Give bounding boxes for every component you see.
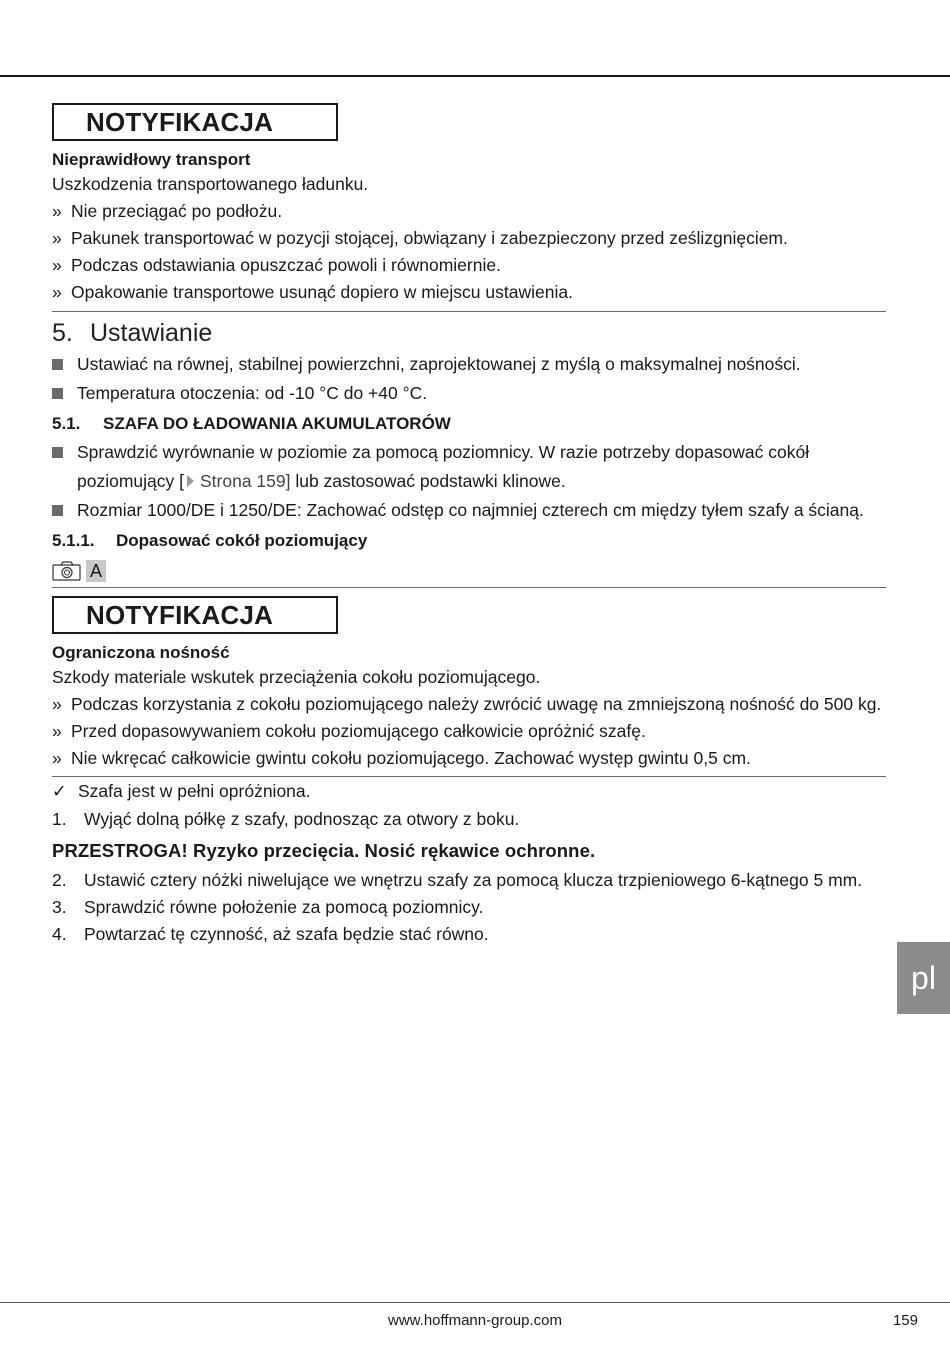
list-item-text: Temperatura otoczenia: od -10 °C do +40 °C.: [77, 383, 428, 403]
subsection-heading: [52, 410, 886, 438]
page-reference-link[interactable]: [184, 471, 290, 491]
notice-item: [52, 225, 886, 251]
subsubsection-title: Dopasować cokół poziomujący: [116, 531, 368, 550]
step-text: Powtarzać tę czynność, aż szafa będzie stać równo.: [84, 924, 489, 944]
step-text: Ustawić cztery nóżki niwelujące we wnętrzu szafy za pomocą klucza trzpieniowego 6-kątnego 5 mm.: [84, 870, 863, 890]
precondition-text: Szafa jest w pełni opróżniona.: [78, 781, 311, 801]
square-bullet-icon: [52, 359, 63, 370]
list-item-text: Ustawiać na równej, stabilnej powierzchni, zaprojektowanej z myślą o maksymalnej nośności.: [77, 354, 801, 374]
camera-icon: [52, 561, 82, 581]
step-item: [52, 921, 886, 947]
notice-item-text: Podczas odstawiania opuszczać powoli i równomiernie.: [71, 255, 501, 275]
notice-item: [52, 279, 886, 305]
notice-item-text: Pakunek transportować w pozycji stojącej, obwiązany i zabezpieczony przed ześlizgnięciem.: [71, 228, 788, 248]
notice-item: [52, 252, 886, 278]
notice-item-text: Podczas korzystania z cokołu poziomującego należy zwrócić uwagę na zmniejszoną nośność do 500 kg.: [71, 694, 882, 714]
notice-item-text: Opakowanie transportowe usunąć dopiero w miejscu ustawienia.: [71, 282, 573, 302]
section-number: 5.: [52, 319, 73, 347]
list-item: [52, 350, 886, 379]
notice-item: [52, 691, 886, 717]
notice-title: Ograniczona nośność: [52, 643, 230, 662]
list-item: [52, 496, 886, 525]
notice-label: NOTYFIKACJA: [86, 106, 274, 137]
arrow-bullet: »: [52, 694, 62, 714]
notice-label: NOTYFIKACJA: [86, 599, 274, 630]
step-number: 3.: [52, 897, 67, 917]
notice-text: Szkody materiale wskutek przeciążenia cokołu poziomującego.: [52, 667, 541, 687]
notice-item-text: Przed dopasowywaniem cokołu poziomującego całkowicie opróżnić szafę.: [71, 721, 646, 741]
checkmark-icon: ✓: [52, 781, 67, 801]
step-item: [52, 806, 886, 832]
section-rule: [52, 587, 886, 588]
reference-arrow-icon: [187, 475, 194, 487]
footer-rule: [0, 1302, 950, 1303]
subsection-number: 5.1.: [52, 414, 81, 433]
subsubsection-heading: [52, 527, 886, 555]
arrow-bullet: »: [52, 721, 62, 741]
precondition-item: [52, 778, 886, 805]
footer-url: www.hoffmann-group.com: [388, 1312, 562, 1329]
notice-label-box: [52, 596, 338, 634]
step-text: Wyjąć dolną półkę z szafy, podnosząc za otwory z boku.: [84, 809, 520, 829]
square-bullet-icon: [52, 505, 63, 516]
section-heading: [52, 316, 886, 350]
step-text: Sprawdzić równe położenie za pomocą poziomnicy.: [84, 897, 484, 917]
notice-item: [52, 198, 886, 224]
arrow-bullet: »: [52, 255, 62, 275]
page-number: 159: [892, 1312, 918, 1329]
notice-title: Nieprawidłowy transport: [52, 150, 251, 169]
arrow-bullet: »: [52, 228, 62, 248]
figure-letter: A: [86, 560, 106, 582]
page-content: [52, 103, 886, 947]
step-number: 2.: [52, 870, 67, 890]
caution-warning: PRZESTROGA! Ryzyko przecięcia. Nosić rękawice ochronne.: [52, 840, 596, 861]
square-bullet-icon: [52, 447, 63, 458]
list-item: [52, 438, 886, 496]
notice-item-text: Nie wkręcać całkowicie gwintu cokołu poziomującego. Zachować występ gwintu 0,5 cm.: [71, 748, 751, 768]
section-title: Ustawianie: [90, 319, 213, 347]
arrow-bullet: »: [52, 282, 62, 302]
arrow-bullet: »: [52, 201, 62, 221]
notice-item: [52, 745, 886, 771]
header-rule: [0, 75, 950, 77]
step-number: 4.: [52, 924, 67, 944]
language-tab: pl: [897, 942, 950, 1014]
list-item: [52, 379, 886, 408]
step-item: [52, 867, 886, 893]
arrow-bullet: »: [52, 748, 62, 768]
notice-end-rule: [52, 776, 886, 777]
step-item: [52, 894, 886, 920]
notice-item-text: Nie przeciągać po podłożu.: [71, 201, 283, 221]
figure-reference: [52, 557, 886, 585]
notice-label-box: [52, 103, 338, 141]
list-item-text: Rozmiar 1000/DE i 1250/DE: Zachować odstęp co najmniej czterech cm między tyłem szafy a ścianą.: [77, 500, 864, 520]
notice-item: [52, 718, 886, 744]
page-reference-text: Strona 159]: [200, 471, 291, 491]
list-item-text-part: Sprawdzić wyrównanie w poziomie za pomocą poziomnicy. W razie potrzeby dopasować cokół poziomujący [: [77, 442, 810, 491]
step-number: 1.: [52, 809, 67, 829]
square-bullet-icon: [52, 388, 63, 399]
list-item-text-part: lub zastosować podstawki klinowe.: [290, 471, 566, 491]
list-item-text: [77, 438, 886, 496]
notice-text: Uszkodzenia transportowanego ładunku.: [52, 174, 369, 194]
subsubsection-number: 5.1.1.: [52, 531, 95, 550]
notice-end-rule: [52, 311, 886, 312]
subsection-title: SZAFA DO ŁADOWANIA AKUMULATORÓW: [103, 414, 451, 433]
